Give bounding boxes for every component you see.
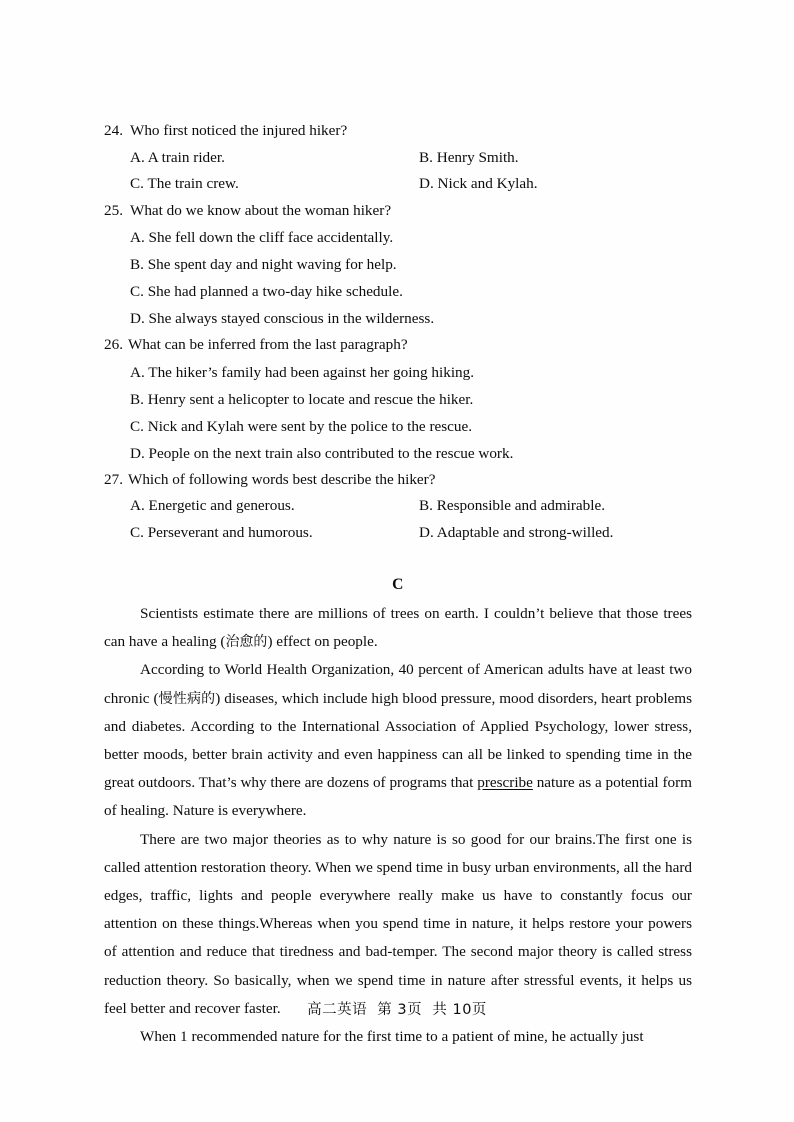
chinese-gloss: 治愈的 (225, 634, 268, 651)
question-27-options-row-2 (104, 520, 692, 547)
question-24-option-d[interactable]: D. Nick and Kylah. (419, 175, 538, 192)
question-26-number: 26. (104, 336, 123, 353)
page-content (104, 118, 692, 1051)
question-25-option-b[interactable]: B. She spent day and night waving for help. (130, 256, 397, 273)
question-27-option-d[interactable]: D. Adaptable and strong-willed. (419, 523, 614, 541)
question-26-stem (104, 332, 692, 359)
question-25-text: What do we know about the woman hiker? (130, 201, 392, 219)
question-26-option-c[interactable]: C. Nick and Kylah were sent by the police to the rescue. (130, 417, 473, 435)
question-27-number: 27. (104, 470, 123, 488)
question-27-option-b[interactable]: B. Responsible and admirable. (419, 497, 606, 514)
passage-paragraph-1: Scientists estimate there are millions of trees on earth. I couldn’t believe that those trees can have a healing (治愈的) effect on people. (104, 605, 692, 651)
section-spacer (104, 546, 692, 574)
question-24 (104, 118, 692, 198)
question-26 (104, 332, 692, 467)
question-27-options-row-1 (104, 493, 692, 520)
passage-paragraph-4: When 1 recommended nature for the first time to a patient of mine, he actually just (140, 1028, 644, 1046)
page-footer (0, 998, 794, 1019)
question-26-text: What can be inferred from the last paragraph? (128, 336, 408, 353)
question-24-option-b[interactable]: B. Henry Smith. (419, 148, 519, 166)
question-25-option-d[interactable]: D. She always stayed conscious in the wilderness. (130, 310, 435, 327)
question-26-option-a[interactable]: A. The hiker’s family had been against her going hiking. (130, 363, 475, 381)
question-24-number: 24. (104, 122, 123, 139)
passage-title: C (392, 576, 404, 593)
question-27 (104, 467, 692, 547)
question-27-option-c[interactable]: C. Perseverant and humorous. (130, 523, 313, 541)
question-24-text: Who first noticed the injured hiker? (130, 122, 348, 139)
question-24-options-row-1 (104, 145, 692, 172)
question-24-option-a[interactable]: A. A train rider. (130, 148, 225, 166)
question-25-number: 25. (104, 201, 123, 219)
question-25-option-a[interactable]: A. She fell down the cliff face accidentally. (130, 229, 394, 246)
question-25 (104, 198, 692, 333)
footer-total-pages: 共 10页 (432, 1002, 487, 1018)
underlined-word: prescribe (477, 774, 533, 792)
question-26-option-b[interactable]: B. Henry sent a helicopter to locate and rescue the hiker. (130, 390, 474, 408)
question-27-text: Which of following words best describe the hiker? (128, 470, 436, 488)
question-24-options-row-2 (104, 171, 692, 198)
chinese-gloss: 慢性病的 (158, 690, 216, 707)
footer-page-number: 第 3页 (377, 1002, 423, 1018)
question-27-stem (104, 467, 692, 494)
question-24-option-c[interactable]: C. The train crew. (130, 175, 239, 192)
question-24-stem (104, 118, 692, 145)
question-26-option-d[interactable]: D. People on the next train also contributed to the rescue work. (130, 444, 514, 462)
question-25-stem (104, 198, 692, 225)
question-25-option-c[interactable]: C. She had planned a two-day hike schedule. (130, 283, 403, 300)
passage-paragraph-3: There are two major theories as to why nature is so good for our brains.The first one is called attention restoration theory. When we spend time in busy urban environments, all the hard edges, traffic, lights and people everywhere really make us have to constantly focus our attention on these things.Whereas when you spend time in nature, it helps restore your powers of attention and reduce that tiredness and bad-temper. The second major theory is called stress reduction theory. So basically, when we spend time in nature after stressful events, it helps us feel better and recover faster. (104, 830, 692, 1017)
passage-paragraph-2: According to World Health Organization, 40 percent of American adults have at least two chronic (慢性病的) diseases, which include high blood pressure, mood disorders, heart problems and diabetes. According to the International Association of Applied Psychology, lower stress, better moods, better brain activity and even happiness can all be linked to spending time in the great outdoors. That’s why there are dozens of programs that prescribe nature as a potential form of healing. Nature is everywhere. (104, 661, 692, 820)
footer-subject: 高二英语 (307, 1002, 368, 1018)
question-27-option-a[interactable]: A. Energetic and generous. (130, 497, 295, 514)
